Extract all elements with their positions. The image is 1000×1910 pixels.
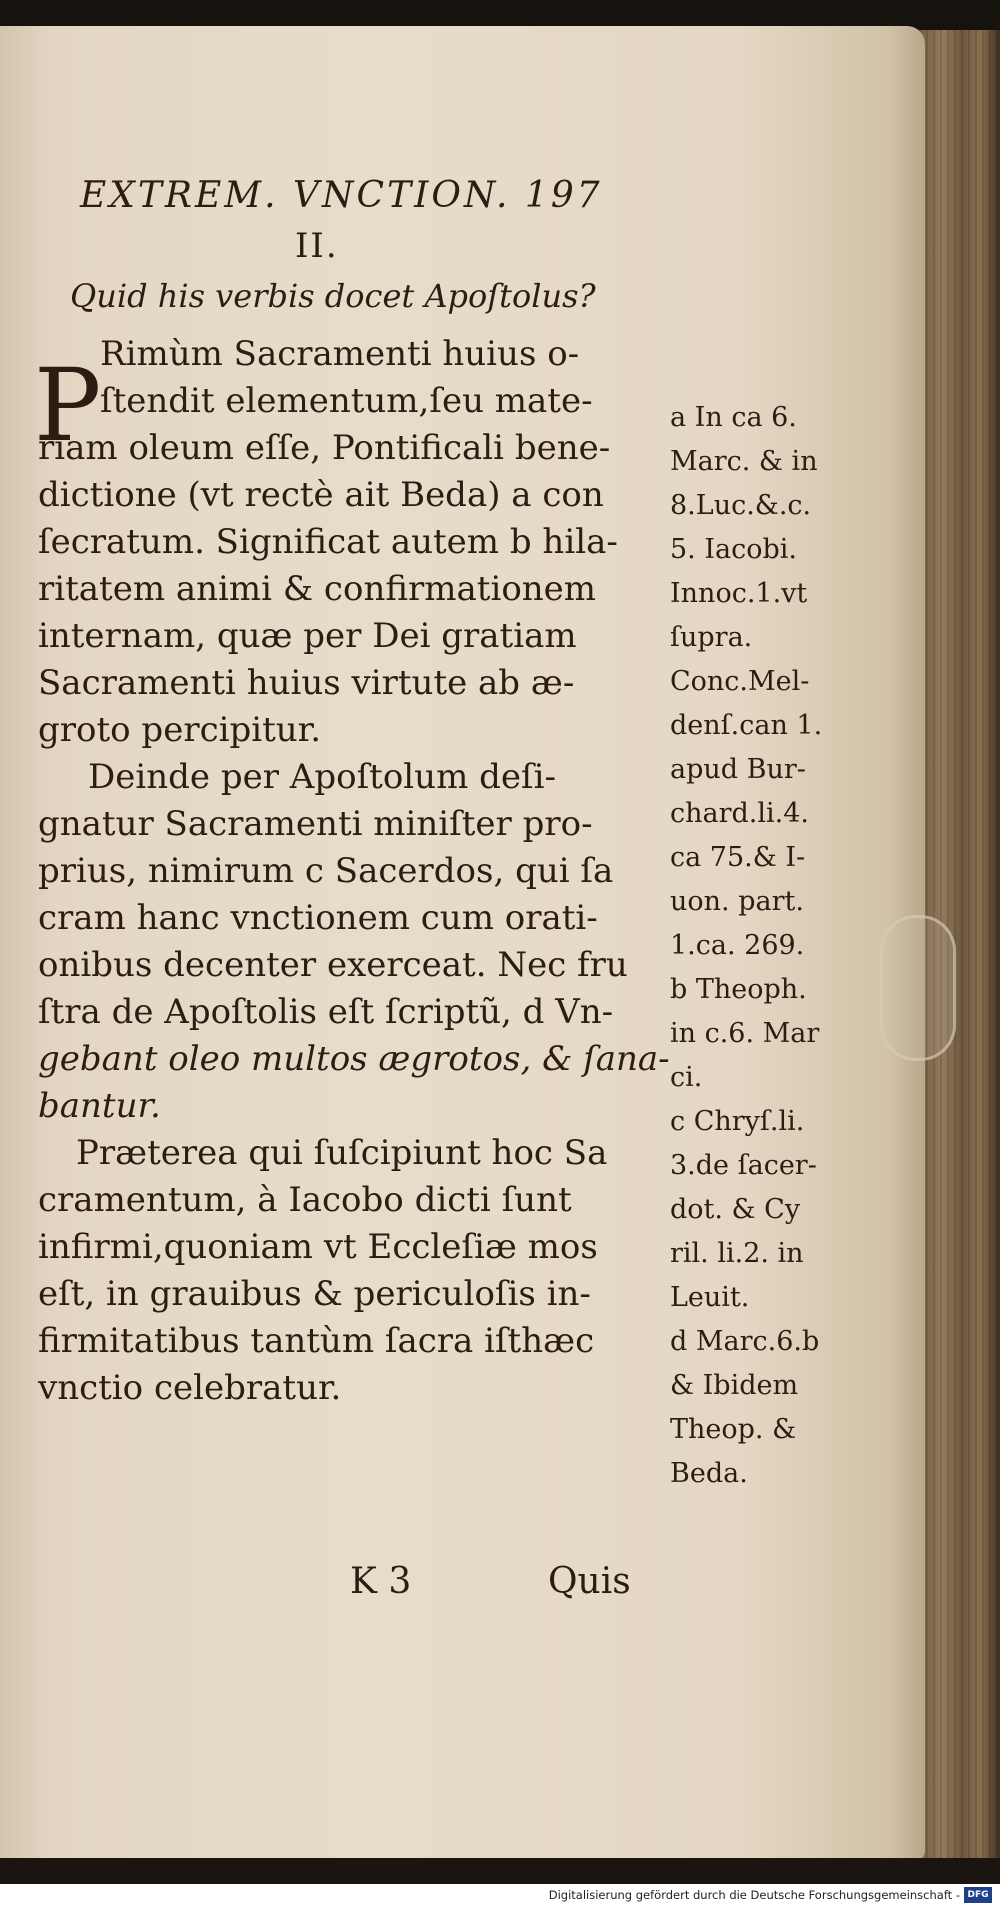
body-line: groto percipitur. <box>38 710 322 750</box>
body-line: Rimùm Sacramenti huius o- <box>100 334 580 374</box>
body-line: prius, nimirum c Sacerdos, qui ſa <box>38 851 614 891</box>
footer-credit: Digitalisierung gefördert durch die Deutsche Forschungsgemeinschaft - <box>548 1888 960 1902</box>
page-clip <box>880 915 956 1061</box>
marginal-note: d Marc.6.b <box>670 1326 820 1357</box>
body-line: Deinde per Apoſtolum deſi- <box>88 757 556 797</box>
body-line: gebant oleo multos ægrotos, & ſana- <box>38 1039 670 1079</box>
body-line: eſt, in grauibus & periculoſis in- <box>38 1274 591 1314</box>
body-line: ſtendit elementum,ſeu mate- <box>100 381 593 421</box>
marginal-note: Innoc.1.vt <box>670 578 808 609</box>
body-line: ſecratum. Significat autem b hila- <box>38 522 618 562</box>
signature-mark: K 3 <box>350 1561 412 1602</box>
body-line: cram hanc vnctionem cum orati- <box>38 898 598 938</box>
marginal-note: Conc.Mel- <box>670 666 810 697</box>
marginal-note: chard.li.4. <box>670 798 809 829</box>
drop-cap: P <box>34 347 102 464</box>
marginal-note: denſ.can 1. <box>670 710 823 741</box>
marginal-note: ca 75.& I- <box>670 842 806 873</box>
body-line: riam oleum eſſe, Pontificali bene- <box>38 428 611 468</box>
marginal-note: uon. part. <box>670 886 804 917</box>
body-line: vnctio celebratur. <box>38 1368 342 1408</box>
marginal-note: & Ibidem <box>670 1370 799 1401</box>
marginal-note: ſupra. <box>670 622 753 653</box>
marginal-note: b Theoph. <box>670 974 807 1005</box>
marginal-note: 1.ca. 269. <box>670 930 805 961</box>
body-line: internam, quæ per Dei gratiam <box>38 616 577 656</box>
dfg-logo: DFG <box>964 1887 992 1903</box>
body-line: gnatur Sacramenti miniſter pro- <box>38 804 593 844</box>
body-line: ſtra de Apoſtolis eſt ſcriptũ, d Vn- <box>38 992 614 1032</box>
body-line: firmitatibus tantùm ſacra iſthæc <box>38 1321 595 1361</box>
body-line: ritatem animi & confirmationem <box>38 569 597 609</box>
marginal-note: Theop. & <box>670 1414 797 1445</box>
marginal-note: 8.Luc.&.c. <box>670 490 812 521</box>
marginal-note: apud Bur- <box>670 754 806 785</box>
body-line: Præterea qui ſuſcipiunt hoc Sa <box>76 1133 608 1173</box>
question-heading: Quid his verbis docet Apoſtolus? <box>70 277 596 315</box>
section-number: II. <box>295 226 339 266</box>
scan-bottom-border <box>0 1858 1000 1884</box>
marginal-note: ril. li.2. in <box>670 1238 804 1269</box>
body-line: dictione (vt rectè ait Beda) a con <box>38 475 604 515</box>
marginal-note: Beda. <box>670 1458 748 1489</box>
catchword: Quis <box>548 1561 631 1602</box>
body-line: Sacramenti huius virtute ab æ- <box>38 663 575 703</box>
marginal-note: dot. & Cy <box>670 1194 801 1225</box>
marginal-note: 3.de ſacer- <box>670 1150 817 1181</box>
body-line: cramentum, à Iacobo dicti ſunt <box>38 1180 572 1220</box>
body-line: bantur. <box>38 1086 161 1126</box>
marginal-note: in c.6. Mar <box>670 1018 820 1049</box>
marginal-note: Marc. & in <box>670 446 818 477</box>
body-line: infirmi,quoniam vt Eccleſiæ mos <box>38 1227 598 1267</box>
marginal-note: 5. Iacobi. <box>670 534 797 565</box>
marginal-note: a In ca 6. <box>670 402 797 433</box>
running-head: EXTREM. VNCTION. 197 <box>80 175 603 216</box>
marginal-note: ci. <box>670 1062 703 1093</box>
marginal-note: Leuit. <box>670 1282 750 1313</box>
body-line: onibus decenter exerceat. Nec fru <box>38 945 628 985</box>
marginal-note: c Chryſ.li. <box>670 1106 805 1137</box>
book-page <box>0 26 925 1861</box>
